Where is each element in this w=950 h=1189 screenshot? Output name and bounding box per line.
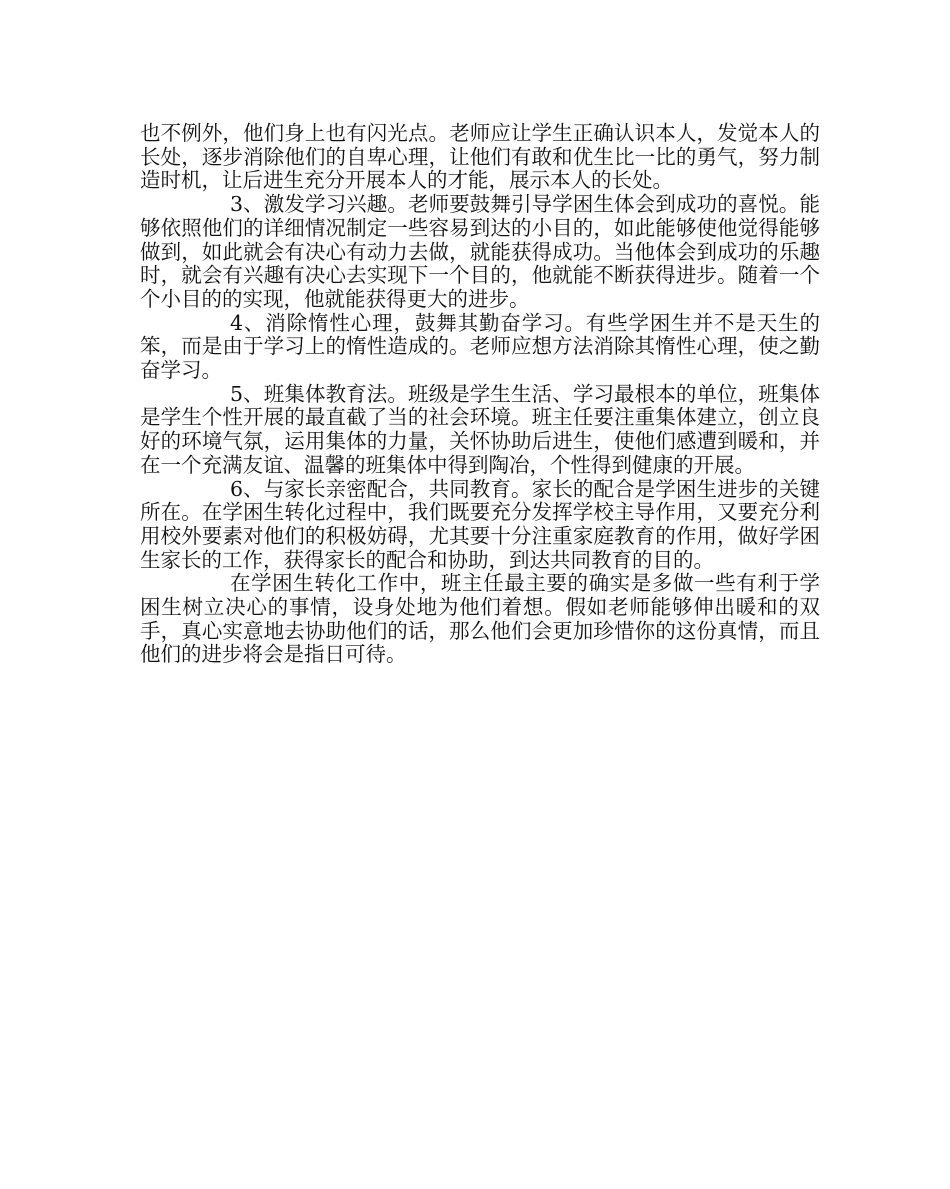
paragraph-item-4: 4、消除惰性心理，鼓舞其勤奋学习。有些学困生并不是天生的笨，而是由于学习上的惰性造成的。老师应想方法消除其惰性心理，使之勤奋学习。 bbox=[140, 310, 820, 383]
paragraph-item-5: 5、班集体教育法。班级是学生生活、学习最根本的单位，班集体是学生个性开展的最直截了当的社会环境。班主任要注重集体建立，创立良好的环境气氛，运用集体的力量，关怀协助后进生，使他们感遭到暖和，并在一个充满友谊、温馨的班集体中得到陶冶，个性得到健康的开展。 bbox=[140, 381, 820, 477]
document-body bbox=[140, 122, 820, 667]
paragraph-item-3: 3、激发学习兴趣。老师要鼓舞引导学困生体会到成功的喜悦。能够依照他们的详细情况制定一些容易到达的小目的，如此能够使他觉得能够做到，如此就会有决心有动力去做，就能获得成功。当他体会到成功的乐趣时，就会有兴趣有决心去实现下一个目的，他就能不断获得进步。随着一个个小目的的实现，他就能获得更大的进步。 bbox=[140, 192, 820, 311]
paragraph-continuation: 也不例外，他们身上也有闪光点。老师应让学生正确认识本人，发觉本人的长处，逐步消除他们的自卑心理，让他们有敢和优生比一比的勇气，努力制造时机，让后进生充分开展本人的才能，展示本人的长处。 bbox=[140, 121, 820, 193]
paragraph-conclusion: 在学困生转化工作中，班主任最主要的确实是多做一些有利于学困生树立决心的事情，设身处地为他们着想。假如老师能够伸出暖和的双手，真心实意地去协助他们的话，那么他们会更加珍惜你的这份真情，而且他们的进步将会是指日可待。 bbox=[140, 571, 820, 667]
paragraph-item-6: 6、与家长亲密配合，共同教育。家长的配合是学困生进步的关键所在。在学困生转化过程中，我们既要充分发挥学校主导作用，又要充分利用校外要素对他们的积极妨碍，尤其要十分注重家庭教育的作用，做好学困生家长的工作，获得家长的配合和协助，到达共同教育的目的。 bbox=[140, 476, 820, 572]
